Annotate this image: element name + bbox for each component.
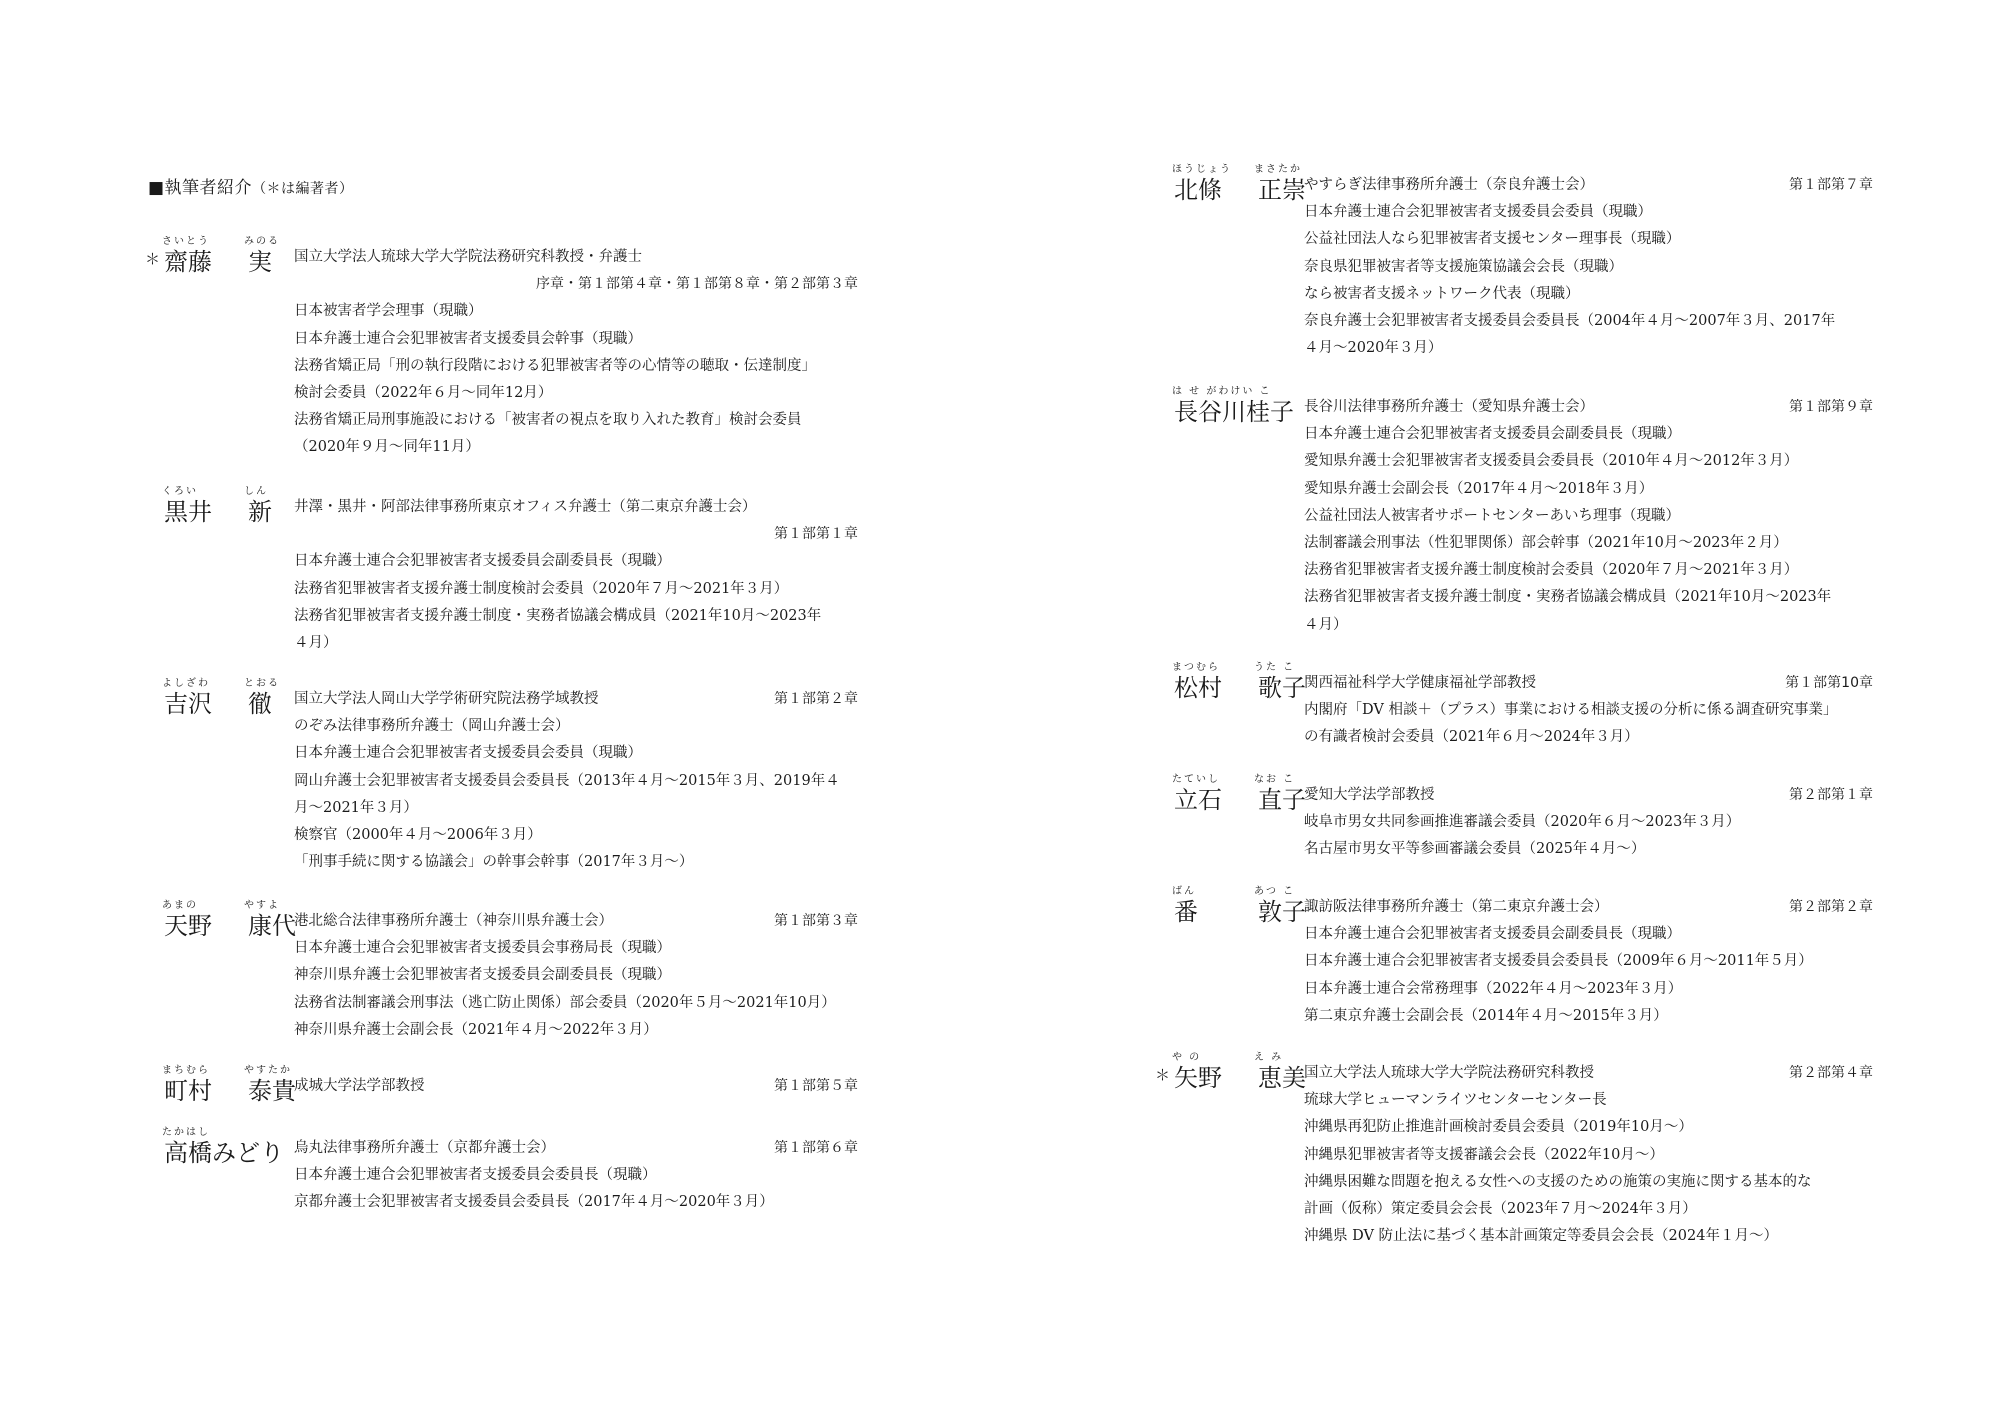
career-line: 日本弁護士連合会犯罪被害者支援委員会委員長（現職）	[294, 1167, 657, 1184]
chapter-assignment: 第１部第10章	[1785, 675, 1873, 691]
career-line: 日本弁護士連合会犯罪被害者支援委員会副委員長（現職）	[1304, 926, 1681, 943]
career-line: 琉球大学ヒューマンライツセンターセンター長	[1304, 1092, 1607, 1109]
contributor-details	[294, 494, 858, 657]
career-line: 日本弁護士連合会犯罪被害者支援委員会副委員長（現職）	[1304, 426, 1681, 443]
contributor-details	[1304, 1060, 1873, 1250]
contributor-details	[1304, 670, 1873, 752]
career-line: 奈良弁護士会犯罪被害者支援委員会委員長（2004年４月～2007年３月、2017年	[1304, 313, 1836, 330]
career-line: 岐阜市男女共同参画推進審議会委員（2020年６月～2023年３月）	[1304, 814, 1741, 831]
career-line: 沖縄県再犯防止推進計画検討委員会委員（2019年10月～）	[1304, 1119, 1693, 1136]
career-line: 日本弁護士連合会犯罪被害者支援委員会委員長（2009年６月～2011年５月）	[1304, 953, 1813, 970]
career-line: 法務省犯罪被害者支援弁護士制度検討会委員（2020年７月～2021年３月）	[1304, 562, 1799, 579]
heading-note: （＊は編著者）	[252, 181, 354, 197]
career-line: 神奈川県弁護士会犯罪被害者支援委員会副委員長（現職）	[294, 967, 671, 984]
contributor-details	[1304, 894, 1873, 1030]
heading-title: ■執筆者紹介	[148, 178, 253, 198]
career-line: 法務省犯罪被害者支援弁護士制度・実務者協議会構成員（2021年10月～2023年	[294, 607, 822, 624]
document-page: ■執筆者紹介（＊は編著者） さいとう みのる ＊ 齋藤 実 国立大学法人琉球大学大学院法務研究科教授・弁護士 序章・第１部第４章・第１部第８章・第２部第３章 日本被害者学会理事（現職） 日本弁護士連合会犯罪被害者支援委員会幹事（現職） 法務省矯正局「刑の執行段階における犯罪被害者等の心情等の聴取・伝達制度」 検討会委員（2022年６月～同年12月） 法務省矯正局刑事施設における「被害者の視点を取り入れた教育」検討会委員 （2020年９月～同年11月） くろい しん 黒井 新 井澤・黒井・阿部法律事務所東京オフィス弁護士（第二東京弁護士会） 第１部第１章 日本弁護士連合会犯罪被害者支援委員会副委員長（現職） 法務省犯罪被害者支援弁護士制度検討会委員（2020年７月～2021年３月） 法務省犯罪被害者支援弁護士制度・実務者協議会構成員（2021年10月～2023年 ４月） よしざわ とおる 吉沢 徹 国立大学法人岡山大学学術研究院法務学域教授 第１部第２章 のぞみ法律事務所弁護士（岡山弁護士会） 日本弁護士連合会犯罪被害者支援委員会委員（現職） 岡山弁護士会犯罪被害者支援委員会委員長（2013年４月～2015年３月、2019年４ 月～2021年３月） 検察官（2000年４月～2006年３月） 「刑事手続に関する協議会」の幹事会幹事（2017年３月～） あまの やすよ 天野 康代 港北総合法律事務所弁護士（神奈川県弁護士会） 第１部第３章 日本弁護士連合会犯罪被害者支援委員会事務局長（現職） 神奈川県弁護士会犯罪被害者支援委員会副委員長（現職） 法務省法制審議会刑事法（逃亡防止関係）部会委員（2020年５月～2021年10月） 神奈川県弁護士会副会長（2021年４月～2022年３月） まちむら やすたか 町村 泰貴 成城大学法学部教授 第１部第５章 たかはし 高橋みどり 烏丸法律事務所弁護士（京都弁護士会） 第１部第６章 日本弁護士連合会犯罪被害者支援委員会委員長（現職） 京都弁護士会犯罪被害者支援委員会委員長（2017年４月～2020年３月） ほうじょう まさたか 北條 正崇 やすらぎ法律事務所弁護士（奈良弁護士会） 第１部第７章 日本弁護士連合会犯罪被害者支援委員会委員（現職） 公益社団法人なら犯罪被害者支援センター理事長（現職） 奈良県犯罪被害者等支援施策協議会会長（現職） なら被害者支援ネットワーク代表（現職） 奈良弁護士会犯罪被害者支援委員会委員長（2004年４月～2007年３月、2017年 ４月～2020年３月） は せ がわけい こ 長谷川桂子 長谷川法律事務所弁護士（愛知県弁護士会） 第１部第９章 日本弁護士連合会犯罪被害者支援委員会副委員長（現職） 愛知県弁護士会犯罪被害者支援委員会委員長（2010年４月～2012年３月） 愛知県弁護士会副会長（2017年４月～2018年３月） 公益社団法人被害者サポートセンターあいち理事（現職） 法制審議会刑事法（性犯罪関係）部会幹事（2021年10月～2023年２月） 法務省犯罪被害者支援弁護士制度検討会委員（2020年７月～2021年３月） 法務省犯罪被害者支援弁護士制度・実務者協議会構成員（2021年10月～2023年 ４月） まつむら うた こ 松村 歌子 関西福祉科学大学健康福祉学部教授 第１部第10章 内閣府「DV 相談＋（プラス）事業における相談支援の分析に係る調査研究事業」 の有識者検討会委員（2021年６月～2024年３月） たていし なお こ 立石 直子 愛知大学法学部教授 第２部第１章 岐阜市男女共同参画推進審議会委員（2020年６月～2023年３月） 名古屋市男女平等参画審議会委員（2025年４月～） ばん あつ こ 番 敦子 諏訪阪法律事務所弁護士（第二東京弁護士会） 第２部第２章 日本弁護士連合会犯罪被害者支援委員会副委員長（現職） 日本弁護士連合会犯罪被害者支援委員会委員長（2009年６月～2011年５月） 日本弁護士連合会常務理事（2022年４月～2023年３月） 第二東京弁護士会副会長（2014年４月～2015年３月） や の え み ＊ 矢野 恵美 国立大学法人琉球大学大学院法務研究科教授 第２部第４章 琉球大学ヒューマンライツセンターセンター長 沖縄県再犯防止推進計画検討委員会委員（2019年10月～） 沖縄県犯罪被害者等支援審議会会長（2022年10月～） 沖縄県困難な問題を抱える女性への支援のための施策の実施に関する基本的な 計画（仮称）策定委員会会長（2023年７月～2024年３月） 沖縄県 DV 防止法に基づく基本計画策定等委員会会長（2024年１月～）	[0, 0, 2000, 1416]
chapter-assignment: 第１部第５章	[774, 1078, 858, 1094]
career-line: のぞみ法律事務所弁護士（岡山弁護士会）	[294, 718, 570, 735]
career-line: の有識者検討会委員（2021年６月～2024年３月）	[1304, 729, 1639, 746]
career-line: 法務省矯正局「刑の執行段階における犯罪被害者等の心情等の聴取・伝達制度」	[294, 357, 816, 374]
contributor-details	[294, 244, 858, 462]
chapter-assignment: 第２部第２章	[1789, 899, 1873, 915]
career-line: ４月）	[1304, 616, 1348, 633]
chapter-assignment: 第１部第２章	[774, 691, 858, 707]
career-line: 日本弁護士連合会犯罪被害者支援委員会委員（現職）	[294, 745, 642, 762]
editor-mark: ＊	[1155, 1066, 1171, 1084]
affiliation: 烏丸法律事務所弁護士（京都弁護士会） 第１部第６章	[294, 1135, 858, 1162]
career-line: 沖縄県困難な問題を抱える女性への支援のための施策の実施に関する基本的な	[1304, 1173, 1812, 1190]
career-line: 公益社団法人なら犯罪被害者支援センター理事長（現職）	[1304, 231, 1681, 248]
contributor-details	[294, 1135, 858, 1217]
contributor-details	[1304, 394, 1873, 639]
career-line: 日本被害者学会理事（現職）	[294, 303, 483, 320]
career-line: 法務省矯正局刑事施設における「被害者の視点を取り入れた教育」検討会委員	[294, 412, 802, 429]
career-line: 月～2021年３月）	[294, 799, 418, 816]
chapter-assignment: 第１部第１章	[774, 526, 858, 543]
chapter-assignment: 第１部第９章	[1789, 399, 1873, 415]
career-line: 法制審議会刑事法（性犯罪関係）部会幹事（2021年10月～2023年２月）	[1304, 535, 1788, 552]
career-line: 法務省法制審議会刑事法（逃亡防止関係）部会委員（2020年５月～2021年10月）	[294, 994, 836, 1011]
career-line: 検察官（2000年４月～2006年３月）	[294, 827, 542, 844]
career-line: 沖縄県犯罪被害者等支援審議会会長（2022年10月～）	[1304, 1146, 1664, 1163]
chapter-assignment: 第１部第３章	[774, 913, 858, 929]
career-line: 公益社団法人被害者サポートセンターあいち理事（現職）	[1304, 507, 1680, 524]
affiliation: 諏訪阪法律事務所弁護士（第二東京弁護士会） 第２部第２章	[1304, 894, 1873, 921]
affiliation: 愛知大学法学部教授 第２部第１章	[1304, 782, 1873, 809]
career-line: 愛知県弁護士会副会長（2017年４月～2018年３月）	[1304, 480, 1654, 497]
chapter-assignment: 第２部第４章	[1789, 1065, 1873, 1081]
contributor-details	[1304, 172, 1873, 362]
career-line: 法務省犯罪被害者支援弁護士制度・実務者協議会構成員（2021年10月～2023年	[1304, 589, 1832, 606]
contributor-details	[1304, 782, 1873, 864]
affiliation: 井澤・黒井・阿部法律事務所東京オフィス弁護士（第二東京弁護士会）	[294, 499, 757, 515]
affiliation: 国立大学法人岡山大学学術研究院法務学域教授 第１部第２章	[294, 686, 858, 713]
career-line: 日本弁護士連合会常務理事（2022年４月～2023年３月）	[1304, 980, 1683, 997]
career-line: 愛知県弁護士会犯罪被害者支援委員会委員長（2010年４月～2012年３月）	[1304, 453, 1799, 470]
section-heading	[148, 173, 354, 198]
career-line: 奈良県犯罪被害者等支援施策協議会会長（現職）	[1304, 258, 1623, 275]
career-line: 名古屋市男女平等参画審議会委員（2025年４月～）	[1304, 841, 1646, 858]
chapter-assignment: 第１部第６章	[774, 1140, 858, 1156]
career-line: 計画（仮称）策定委員会会長（2023年７月～2024年３月）	[1304, 1201, 1697, 1218]
career-line: 日本弁護士連合会犯罪被害者支援委員会事務局長（現職）	[294, 940, 671, 957]
career-line: 沖縄県 DV 防止法に基づく基本計画策定等委員会会長（2024年１月～）	[1304, 1228, 1778, 1245]
affiliation: 成城大学法学部教授 第１部第５章	[294, 1073, 858, 1100]
chapter-assignment: 序章・第１部第４章・第１部第８章・第２部第３章	[536, 276, 858, 293]
contributor-details	[294, 686, 858, 876]
career-line: 第二東京弁護士会副会長（2014年４月～2015年３月）	[1304, 1007, 1668, 1024]
chapter-assignment: 第１部第７章	[1789, 177, 1873, 193]
affiliation: 関西福祉科学大学健康福祉学部教授 第１部第10章	[1304, 670, 1873, 697]
career-line: 日本弁護士連合会犯罪被害者支援委員会委員（現職）	[1304, 204, 1652, 221]
contributor-details	[294, 1073, 858, 1100]
career-line: 「刑事手続に関する協議会」の幹事会幹事（2017年３月～）	[294, 854, 694, 871]
editor-mark: ＊	[145, 250, 161, 268]
career-line: なら被害者支援ネットワーク代表（現職）	[1304, 285, 1580, 302]
affiliation: 長谷川法律事務所弁護士（愛知県弁護士会） 第１部第９章	[1304, 394, 1873, 421]
career-line: ４月～2020年３月）	[1304, 340, 1443, 357]
contributor-details	[294, 908, 858, 1044]
career-line: 内閣府「DV 相談＋（プラス）事業における相談支援の分析に係る調査研究事業」	[1304, 702, 1838, 719]
affiliation: やすらぎ法律事務所弁護士（奈良弁護士会） 第１部第７章	[1304, 172, 1873, 199]
career-line: ４月）	[294, 635, 338, 652]
affiliation: 国立大学法人琉球大学大学院法務研究科教授・弁護士	[294, 249, 642, 265]
career-line: 日本弁護士連合会犯罪被害者支援委員会副委員長（現職）	[294, 553, 671, 570]
chapter-assignment: 第２部第１章	[1789, 787, 1873, 803]
career-line: 神奈川県弁護士会副会長（2021年４月～2022年３月）	[294, 1021, 658, 1038]
career-line: 岡山弁護士会犯罪被害者支援委員会委員長（2013年４月～2015年３月、2019年４	[294, 772, 840, 789]
career-line: （2020年９月～同年11月）	[294, 439, 480, 456]
career-line: 京都弁護士会犯罪被害者支援委員会委員長（2017年４月～2020年３月）	[294, 1194, 774, 1211]
career-line: 検討会委員（2022年６月～同年12月）	[294, 385, 553, 402]
affiliation: 国立大学法人琉球大学大学院法務研究科教授 第２部第４章	[1304, 1060, 1873, 1087]
career-line: 日本弁護士連合会犯罪被害者支援委員会幹事（現職）	[294, 330, 642, 347]
affiliation: 港北総合法律事務所弁護士（神奈川県弁護士会） 第１部第３章	[294, 908, 858, 935]
career-line: 法務省犯罪被害者支援弁護士制度検討会委員（2020年７月～2021年３月）	[294, 580, 789, 597]
